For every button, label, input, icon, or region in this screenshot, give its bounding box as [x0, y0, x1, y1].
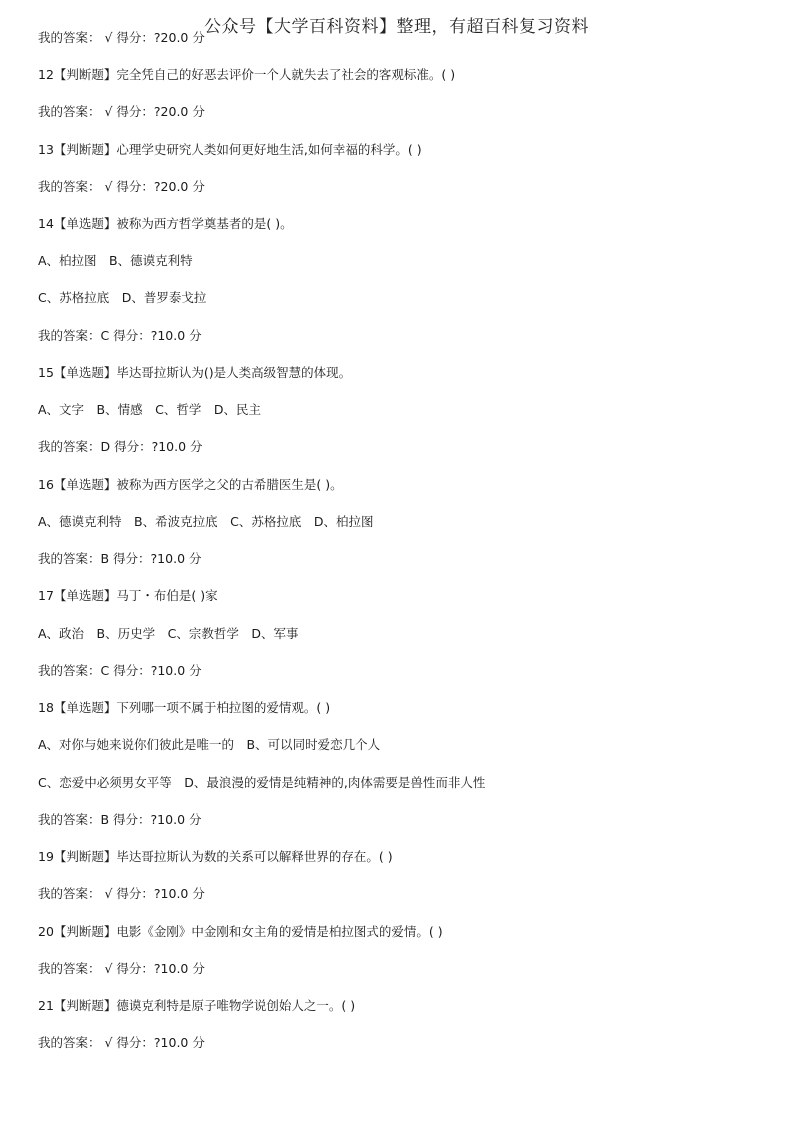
answer-line: 我的答案：D 得分：?10.0 分 — [38, 439, 203, 454]
question-line: 19【判断题】毕达哥拉斯认为数的关系可以解释世界的存在。( ) — [38, 849, 393, 864]
question-line: 12【判断题】完全凭自己的好恶去评价一个人就失去了社会的客观标准。( ) — [38, 67, 456, 82]
answer-line: 我的答案：B 得分：?10.0 分 — [38, 812, 202, 827]
question-line: 21【判断题】德谟克利特是原子唯物学说创始人之一。( ) — [38, 998, 356, 1013]
option-line: A、政治 B、历史学 C、宗教哲学 D、军事 — [38, 626, 299, 641]
answer-line: 我的答案： √ 得分：?20.0 分 — [38, 30, 205, 45]
answer-line: 我的答案： √ 得分：?20.0 分 — [38, 104, 205, 119]
answer-line: 我的答案：B 得分：?10.0 分 — [38, 551, 202, 566]
option-line: A、对你与她来说你们彼此是唯一的 B、可以同时爱恋几个人 — [38, 737, 381, 752]
question-line: 18【单选题】下列哪一项不属于柏拉图的爱情观。( ) — [38, 700, 331, 715]
question-line: 16【单选题】被称为西方医学之父的古希腊医生是( )。 — [38, 477, 343, 492]
question-line: 14【单选题】被称为西方哲学奠基者的是( )。 — [38, 216, 293, 231]
answer-line: 我的答案： √ 得分：?10.0 分 — [38, 886, 205, 901]
question-line: 15【单选题】毕达哥拉斯认为()是人类高级智慧的体现。 — [38, 365, 352, 380]
answer-line: 我的答案：C 得分：?10.0 分 — [38, 328, 202, 343]
answer-line: 我的答案： √ 得分：?10.0 分 — [38, 1035, 205, 1050]
option-line: C、恋爱中必须男女平等 D、最浪漫的爱情是纯精神的,肉体需要是兽性而非人性 — [38, 775, 486, 790]
option-line: C、苏格拉底 D、普罗泰戈拉 — [38, 290, 207, 305]
question-line: 20【判断题】电影《金刚》中金刚和女主角的爱情是柏拉图式的爱情。( ) — [38, 924, 443, 939]
answer-line: 我的答案：C 得分：?10.0 分 — [38, 663, 202, 678]
question-line: 13【判断题】心理学史研究人类如何更好地生活,如何幸福的科学。( ) — [38, 142, 422, 157]
question-line: 17【单选题】马丁・布伯是( )家 — [38, 588, 218, 603]
watermark-header: 公众号【大学百科资料】整理，有超百科复习资料 — [204, 17, 589, 37]
option-line: A、德谟克利特 B、希波克拉底 C、苏格拉底 D、柏拉图 — [38, 514, 374, 529]
option-line: A、柏拉图 B、德谟克利特 — [38, 253, 193, 268]
option-line: A、文字 B、情感 C、哲学 D、民主 — [38, 402, 261, 417]
answer-line: 我的答案： √ 得分：?20.0 分 — [38, 179, 205, 194]
answer-line: 我的答案： √ 得分：?10.0 分 — [38, 961, 205, 976]
